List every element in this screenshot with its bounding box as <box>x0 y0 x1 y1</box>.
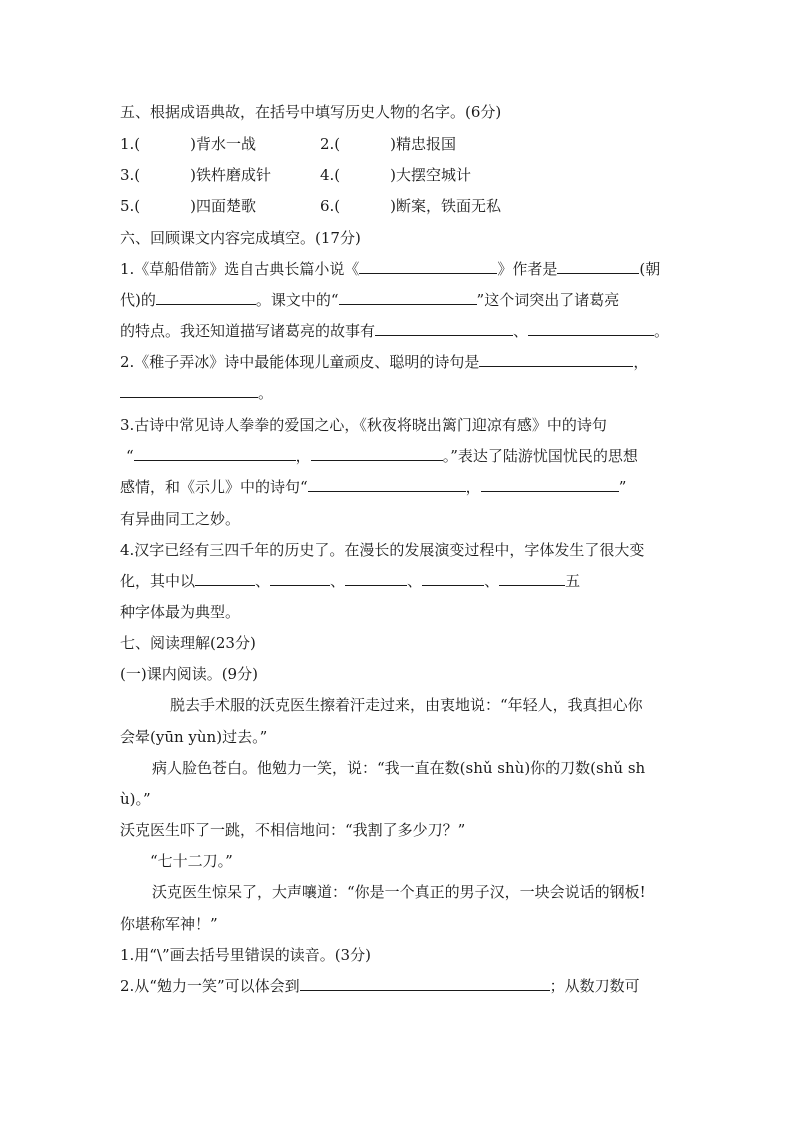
fill-blank[interactable] <box>557 258 639 274</box>
s5-item-2: 2.( )精忠报国 <box>320 135 457 153</box>
s5-item-3: 3.( )铁杵磨成针 <box>120 166 272 184</box>
s6-q3-line4: 有异曲同工之妙。 <box>120 510 241 528</box>
s5-item-1: 1.( )背水一战 <box>120 135 257 153</box>
section-5-title: 五、根据成语典故，在括号中填写历史人物的名字。(6分) <box>120 103 502 121</box>
s6-q3-line1: 3.古诗中常见诗人拳拳的爱国之心，《秋夜将晓出篱门迎凉有感》中的诗句 <box>120 416 607 434</box>
fill-blank[interactable] <box>120 382 258 398</box>
section-6-title: 六、回顾课文内容完成填空。(17分) <box>120 229 361 247</box>
s6-q1-line2: 代)的 。课文中的“ ”这个词突出了诸葛亮 <box>120 291 620 309</box>
fill-blank[interactable] <box>481 476 619 492</box>
fill-blank[interactable] <box>479 351 633 367</box>
fill-blank[interactable] <box>270 570 330 586</box>
passage-para-1b: 会晕(yūn yùn)过去。” <box>120 728 268 746</box>
fill-blank[interactable] <box>195 570 255 586</box>
s6-q3-line2: “ ， 。”表达了陆游忧国忧民的思想 <box>126 447 638 465</box>
s5-item-5: 5.( )四面楚歌 <box>120 197 257 215</box>
passage-para-1a: 脱去手术服的沃克医生擦着汗走过来，由衷地说：“年轻人，我真担心你 <box>170 696 643 714</box>
fill-blank[interactable] <box>308 476 466 492</box>
s7-q2: 2.从“勉力一笑”可以体会到 ；从数刀数可 <box>120 977 640 995</box>
passage-para-4: “七十二刀。” <box>150 852 233 870</box>
s6-q2-line2: 。 <box>120 382 682 404</box>
s5-item-6: 6.( )断案，铁面无私 <box>320 197 502 215</box>
section-7-title: 七、阅读理解(23分) <box>120 634 256 652</box>
fill-blank[interactable] <box>345 570 407 586</box>
s6-q4-line2: 化，其中以 、 、 、 、 五 <box>120 572 581 590</box>
fill-blank[interactable] <box>528 320 654 336</box>
s7-subsection-title: (一)课内阅读。(9分) <box>120 665 258 683</box>
s6-q1-line3: 的特点。我还知道描写诸葛亮的故事有 、 。 <box>120 322 670 340</box>
s5-item-4: 4.( )大摆空城计 <box>320 166 472 184</box>
passage-para-5a: 沃克医生惊呆了，大声嚷道：“你是一个真正的男子汉，一块会说话的钢板! <box>152 883 646 901</box>
fill-blank[interactable] <box>311 445 443 461</box>
fill-blank[interactable] <box>422 570 484 586</box>
s7-q1: 1.用“\”画去括号里错误的读音。(3分) <box>120 946 371 964</box>
fill-blank[interactable] <box>359 258 497 274</box>
fill-blank[interactable] <box>499 570 565 586</box>
passage-para-2b: ù)。” <box>120 790 151 808</box>
s6-q2-line1: 2.《稚子弄冰》诗中最能体现儿童顽皮、聪明的诗句是 ， <box>120 353 649 371</box>
passage-para-5b: 你堪称军神！” <box>120 915 218 933</box>
fill-blank[interactable] <box>134 445 296 461</box>
fill-blank[interactable] <box>300 975 550 991</box>
s6-q4-line3: 种字体最为典型。 <box>120 603 241 621</box>
fill-blank[interactable] <box>156 289 256 305</box>
s6-q4-line1: 4.汉字已经有三四千年的历史了。在漫长的发展演变过程中，字体发生了很大变 <box>120 541 645 559</box>
fill-blank[interactable] <box>375 320 513 336</box>
s6-q1-line1: 1.《草船借箭》选自古典长篇小说《 》作者是 (朝 <box>120 260 661 278</box>
s6-q3-line3: 感情，和《示儿》中的诗句“ ， ” <box>120 478 627 496</box>
fill-blank[interactable] <box>339 289 477 305</box>
passage-para-2a: 病人脸色苍白。他勉力一笑，说：“我一直在数(shǔ shù)你的刀数(shǔ sh <box>152 759 646 777</box>
passage-para-3: 沃克医生吓了一跳，不相信地问：“我割了多少刀？” <box>120 821 466 839</box>
